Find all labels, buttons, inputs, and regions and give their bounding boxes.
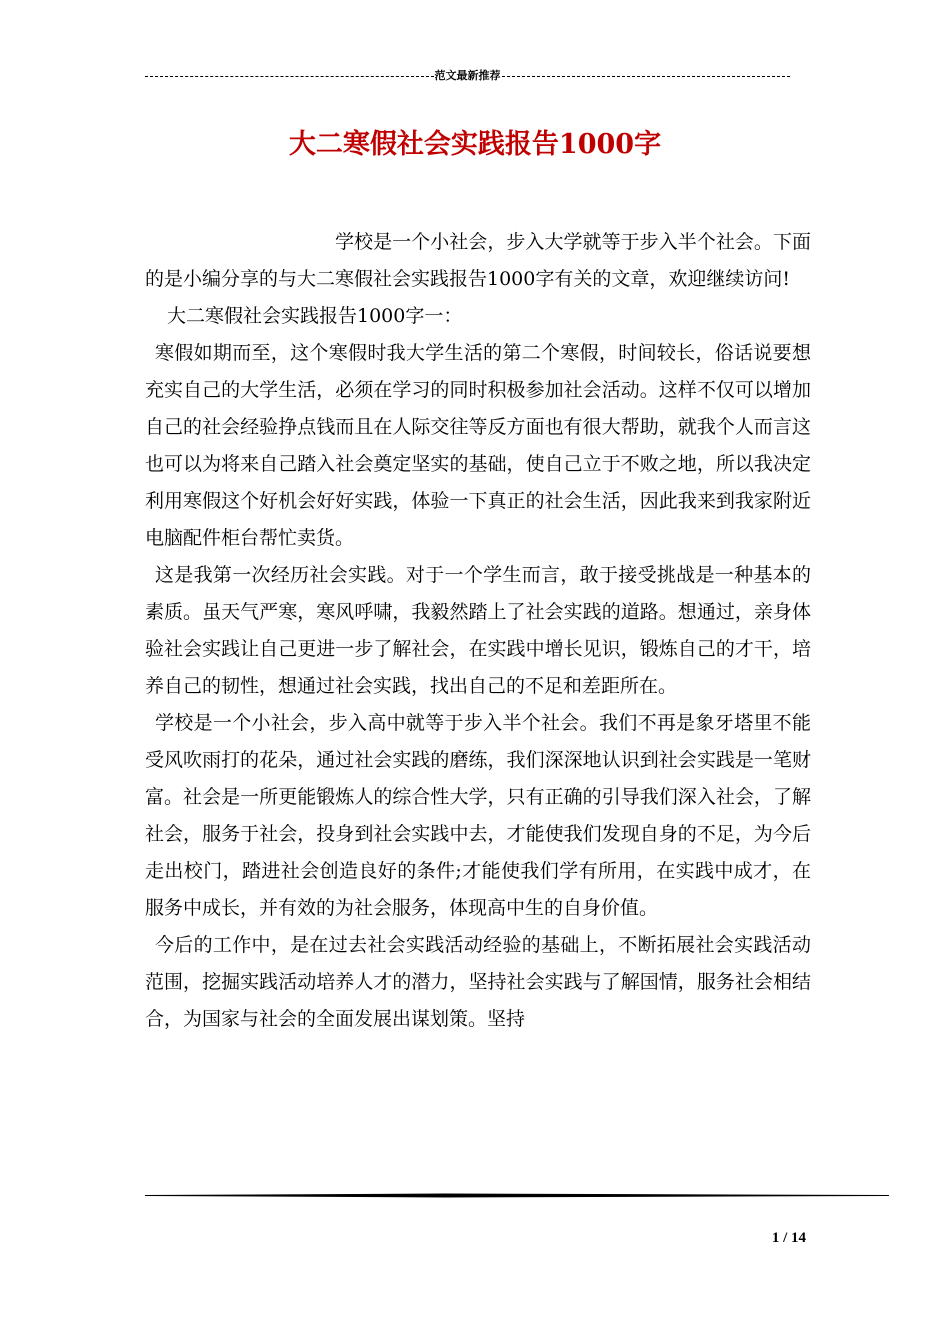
page-number: 1 / 14 xyxy=(771,1230,806,1246)
document-body xyxy=(145,224,811,1038)
footer-rule xyxy=(145,1193,889,1198)
section-heading: 大二寒假社会实践报告1000字一： xyxy=(167,305,463,327)
header-dash-left xyxy=(145,76,434,77)
footer-rule-graphic xyxy=(145,1193,889,1198)
body-paragraph: 今后的工作中，是在过去社会实践活动经验的基础上，不断拓展社会实践活动范围，挖掘实践活动培养人才的潜力，坚持社会实践与了解国情，服务社会相结合，为国家与社会的全面发展出谋划策。坚持 xyxy=(145,934,811,1030)
header-label: 范文最新推荐 xyxy=(434,69,501,82)
document-title: 大二寒假社会实践报告1000字 xyxy=(288,129,662,160)
header-rule xyxy=(145,68,790,84)
body-paragraph: 寒假如期而至，这个寒假时我大学生活的第二个寒假，时间较长，俗话说要想充实自己的大学生活，必须在学习的同时积极参加社会活动。这样不仅可以增加自己的社会经验挣点钱而且在人际交往等反方面也有很大帮助，就我个人而言这也可以为将来自己踏入社会奠定坚实的基础，使自己立于不败之地，所以我决定利用寒假这个好机会好好实践，体验一下真正的社会生活，因此我来到我家附近电脑配件柜台帮忙卖货。 xyxy=(145,342,811,549)
body-paragraph: 这是我第一次经历社会实践。对于一个学生而言，敢于接受挑战是一种基本的素质。虽天气严寒，寒风呼啸，我毅然踏上了社会实践的道路。想通过，亲身体验社会实践让自己更进一步了解社会，在实践中增长见识，锻炼自己的才干，培养自己的韧性，想通过社会实践，找出自己的不足和差距所在。 xyxy=(145,564,811,697)
intro-paragraph: 学校是一个小社会，步入大学就等于步入半个社会。下面的是小编分享的与大二寒假社会实践报告1000字有关的文章，欢迎继续访问! xyxy=(145,231,811,290)
header-dash-right xyxy=(502,76,791,77)
body-paragraph: 学校是一个小社会，步入高中就等于步入半个社会。我们不再是象牙塔里不能受风吹雨打的花朵，通过社会实践的磨练，我们深深地认识到社会实践是一笔财富。社会是一所更能锻炼人的综合性大学，只有正确的引导我们深入社会，了解社会，服务于社会，投身到社会实践中去，才能使我们发现自身的不足，为今后走出校门，踏进社会创造良好的条件;才能使我们学有所用，在实践中成才，在服务中成长，并有效的为社会服务，体现高中生的自身价值。 xyxy=(145,712,811,919)
